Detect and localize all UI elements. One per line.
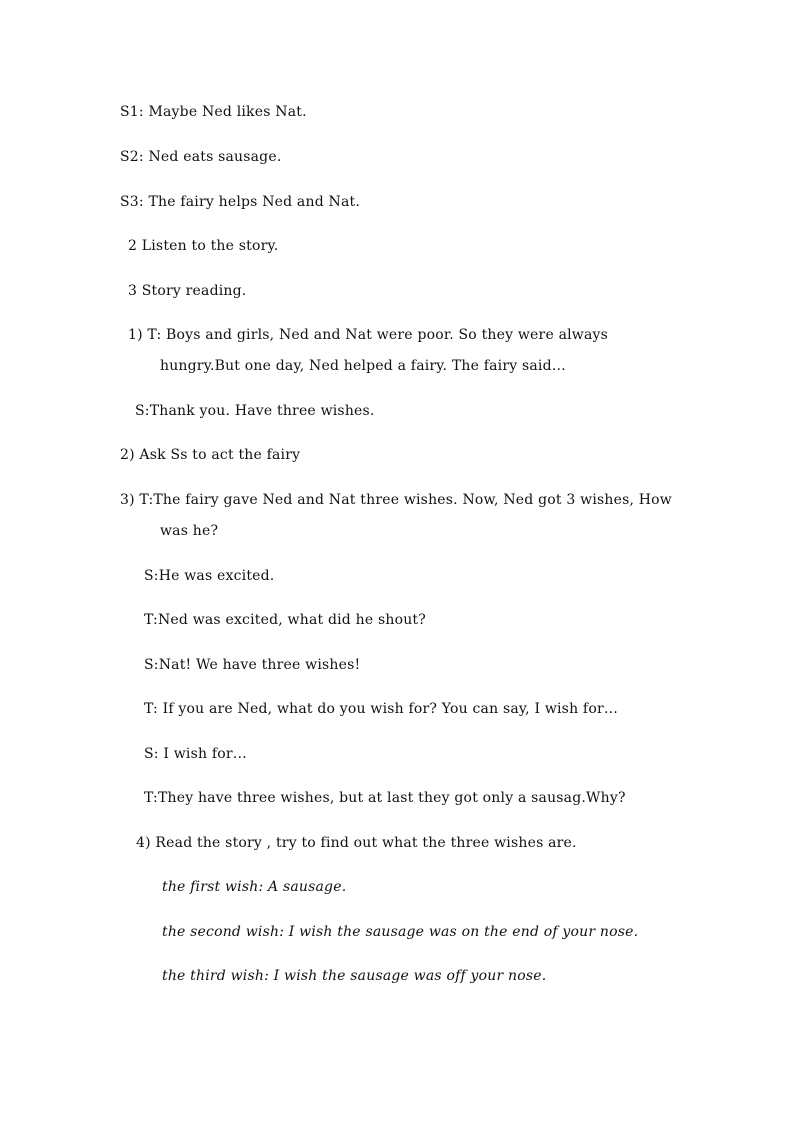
student-answer-1: S1: Maybe Ned likes Nat.: [120, 104, 307, 120]
item-4: 4) Read the story , try to find out what the three wishes are.: [136, 835, 577, 851]
item-3-line-1: 3) T:The fairy gave Ned and Nat three wishes. Now, Ned got 3 wishes, How: [120, 492, 672, 508]
item-1-line-1: 1) T: Boys and girls, Ned and Nat were poor. So they were always: [128, 327, 609, 343]
item-3-teacher-3: T:They have three wishes, but at last they got only a sausag.Why?: [144, 790, 626, 806]
wish-2: the second wish: I wish the sausage was on the end of your nose.: [162, 924, 639, 940]
item-3-teacher-1: T:Ned was excited, what did he shout?: [144, 612, 426, 628]
item-3-line-2: was he?: [160, 523, 219, 539]
wish-3: the third wish: I wish the sausage was off your nose.: [162, 968, 547, 984]
item-3-student-3: S: I wish for…: [144, 746, 247, 762]
item-2: 2) Ask Ss to act the fairy: [120, 447, 301, 463]
item-1-student-line: S:Thank you. Have three wishes.: [135, 403, 375, 419]
wish-1: the first wish: A sausage.: [162, 879, 347, 895]
student-answer-3: S3: The fairy helps Ned and Nat.: [120, 194, 360, 210]
item-3-teacher-2: T: If you are Ned, what do you wish for? You can say, I wish for…: [144, 701, 619, 717]
student-answer-2: S2: Ned eats sausage.: [120, 149, 282, 165]
item-3-student-2: S:Nat! We have three wishes!: [144, 657, 361, 673]
step-listen: 2 Listen to the story.: [128, 238, 279, 254]
item-3-student-1: S:He was excited.: [144, 568, 275, 584]
step-story-reading: 3 Story reading.: [128, 283, 247, 299]
item-1-line-2: hungry.But one day, Ned helped a fairy. The fairy said…: [160, 358, 566, 374]
